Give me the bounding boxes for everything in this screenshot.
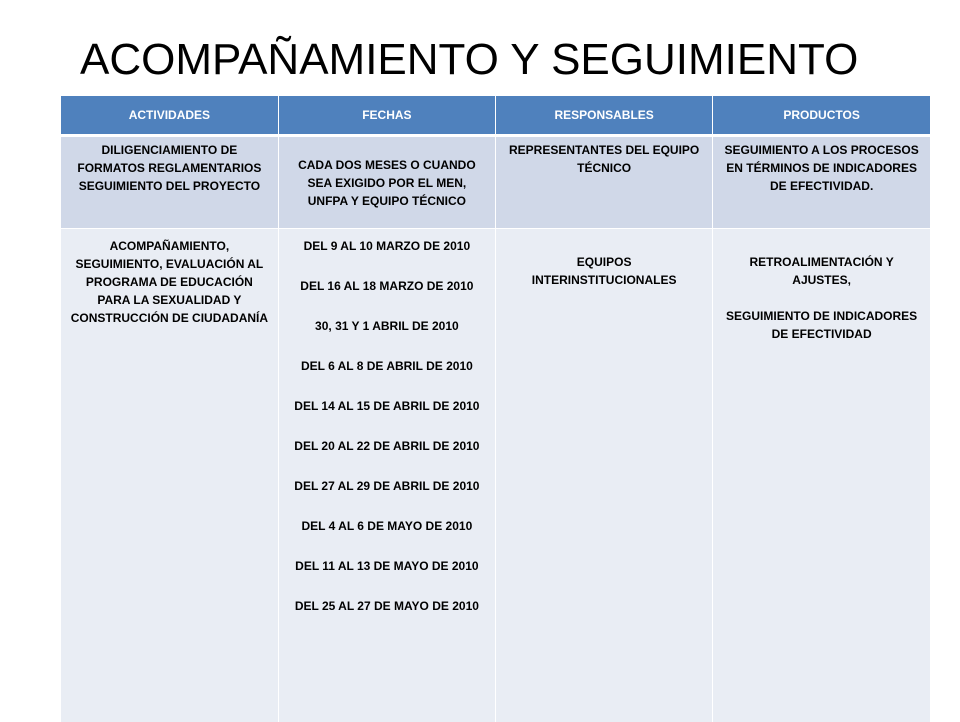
cell-actividades: ACOMPAÑAMIENTO, SEGUIMIENTO, EVALUACIÓN AL PROGRAMA DE EDUCACIÓN PARA LA SEXUALIDAD Y CONSTRUCCIÓN DE CIUDADANÍA [61, 229, 278, 722]
date-item: DEL 6 AL 8 DE ABRIL DE 2010 [287, 357, 487, 375]
date-item: 30, 31 Y 1 ABRIL DE 2010 [287, 317, 487, 335]
cell-responsables: REPRESENTANTES DEL EQUIPO TÉCNICO [496, 136, 713, 229]
header-fechas: FECHAS [278, 96, 495, 136]
header-productos: PRODUCTOS [713, 96, 930, 136]
product-item: SEGUIMIENTO DE INDICADORES DE EFECTIVIDAD [721, 307, 922, 343]
date-list [287, 237, 487, 615]
table-row [61, 136, 930, 229]
cell-fechas [278, 229, 495, 722]
header-responsables: RESPONSABLES [496, 96, 713, 136]
date-item: DEL 25 AL 27 DE MAYO DE 2010 [287, 597, 487, 615]
table-header-row [61, 96, 930, 136]
cell-actividades: DILIGENCIAMIENTO DE FORMATOS REGLAMENTARIOS SEGUIMIENTO DEL PROYECTO [61, 136, 278, 229]
slide-title: ACOMPAÑAMIENTO Y SEGUIMIENTO [80, 30, 940, 90]
header-actividades: ACTIVIDADES [61, 96, 278, 136]
date-item: DEL 9 AL 10 MARZO DE 2010 [287, 237, 487, 255]
date-item: DEL 4 AL 6 DE MAYO DE 2010 [287, 517, 487, 535]
date-item: DEL 20 AL 22 DE ABRIL DE 2010 [287, 437, 487, 455]
cell-fechas: CADA DOS MESES O CUANDO SEA EXIGIDO POR EL MEN, UNFPA Y EQUIPO TÉCNICO [278, 136, 495, 229]
product-item: RETROALIMENTACIÓN Y AJUSTES, [721, 253, 922, 289]
schedule-table [61, 96, 930, 722]
date-item: DEL 27 AL 29 DE ABRIL DE 2010 [287, 477, 487, 495]
date-item: DEL 11 AL 13 DE MAYO DE 2010 [287, 557, 487, 575]
date-item: DEL 14 AL 15 DE ABRIL DE 2010 [287, 397, 487, 415]
cell-productos: SEGUIMIENTO A LOS PROCESOS EN TÉRMINOS DE INDICADORES DE EFECTIVIDAD. [713, 136, 930, 229]
date-item: DEL 16 AL 18 MARZO DE 2010 [287, 277, 487, 295]
table-row [61, 229, 930, 722]
cell-productos [713, 229, 930, 722]
cell-responsables: EQUIPOS INTERINSTITUCIONALES [496, 229, 713, 722]
